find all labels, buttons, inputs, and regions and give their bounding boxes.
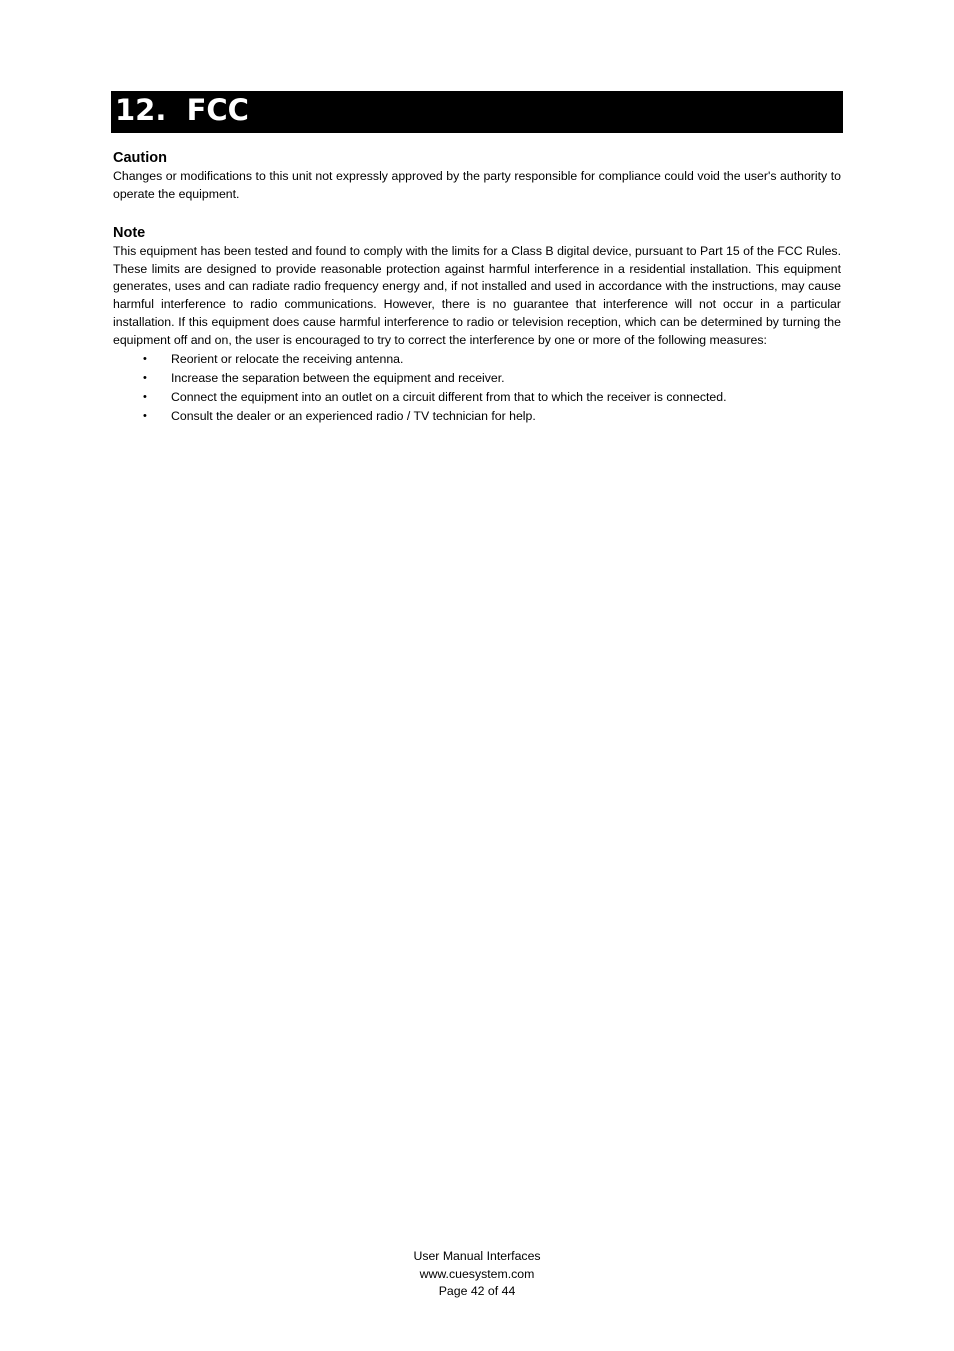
page-footer [0, 1248, 954, 1301]
list-item [113, 407, 841, 426]
footer-website: www.cuesystem.com [419, 1266, 535, 1281]
note-section [113, 224, 841, 425]
list-item [113, 369, 841, 388]
footer-page-number: Page 42 of 44 [438, 1284, 516, 1298]
note-text: This equipment has been tested and found to comply with the limits for a Class B digital device, pursuant to Part 15 of the FCC Rules. These limits are designed to provide reasonable protection against harmful interference in a residential installation. This equipment generates, uses and can radiate radio frequency energy and, if not installed and used in accordance with the instructions, may cause harmful interference to radio communications. However, there is no guarantee that interference will not occur in a particular installation. If this equipment does cause harmful interference to radio or television reception, which can be determined by turning the equipment off and on, the user is encouraged to try to correct the interference by one or more of the following measures: [113, 244, 841, 347]
bullet-icon: • [143, 390, 147, 403]
measures-list [113, 350, 841, 425]
list-item [113, 350, 841, 369]
list-item-text: Increase the separation between the equipment and receiver. [171, 371, 505, 386]
list-item-text: Connect the equipment into an outlet on a circuit different from that to which the receiver is connected. [171, 389, 727, 404]
caution-section [113, 149, 841, 203]
list-item-text: Reorient or relocate the receiving antenna. [171, 352, 404, 367]
list-item-text: Consult the dealer or an experienced radio / TV technician for help. [171, 408, 536, 423]
caution-text: Changes or modifications to this unit not expressly approved by the party responsible for compliance could void the user's authority to operate the equipment. [113, 169, 841, 201]
caution-heading: Caution [113, 150, 167, 166]
bullet-icon: • [143, 372, 147, 385]
note-heading: Note [113, 225, 146, 241]
bullet-icon: • [143, 353, 147, 366]
footer-document-title: User Manual Interfaces [413, 1249, 541, 1263]
list-item [113, 388, 841, 407]
chapter-title: 12. FCC [115, 93, 249, 127]
bullet-icon: • [143, 409, 147, 422]
chapter-header-bar [111, 91, 843, 133]
